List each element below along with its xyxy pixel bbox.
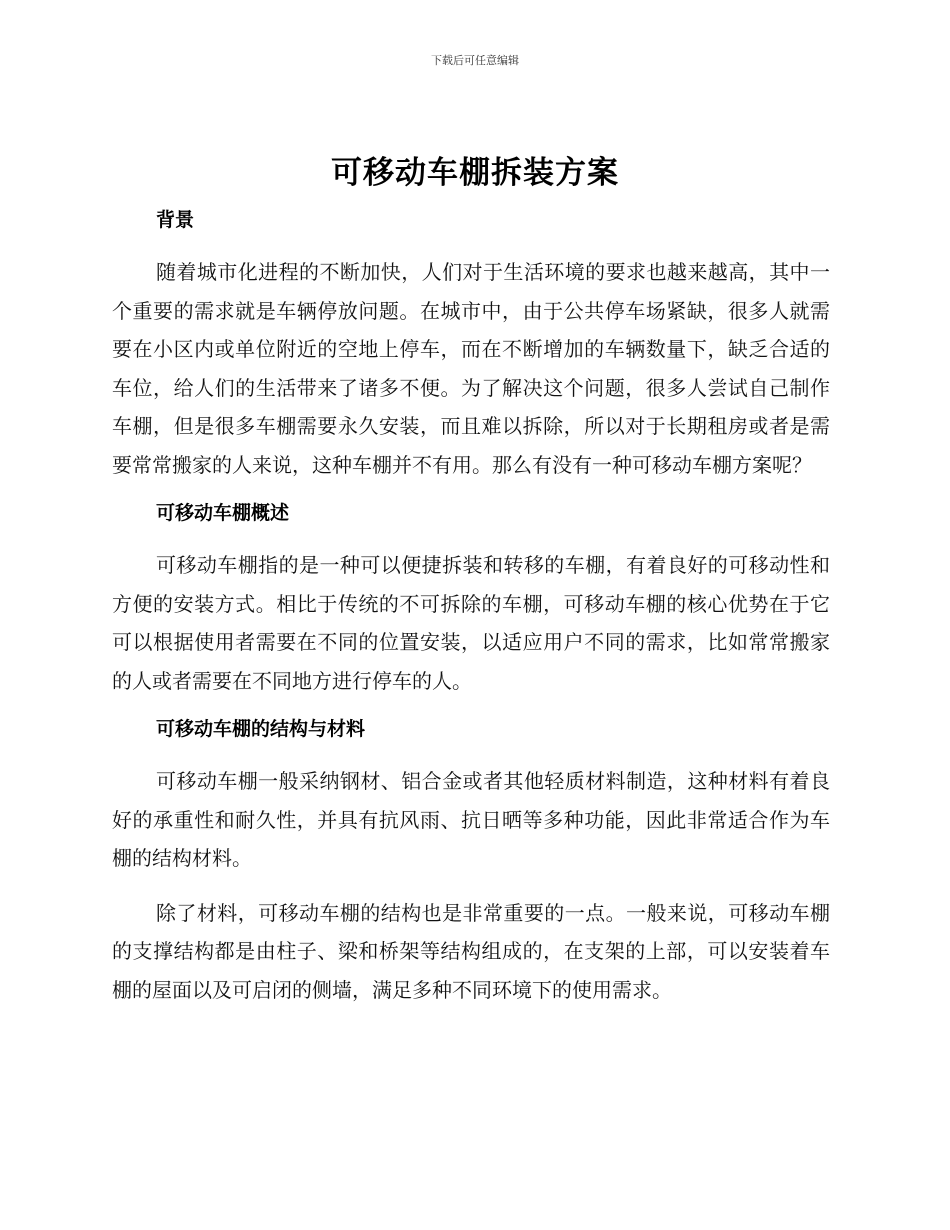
spacer: [112, 237, 830, 253]
section-heading-overview: 可移动车棚概述: [156, 502, 290, 524]
section-heading-background: 背景: [156, 209, 195, 231]
document-body: [112, 203, 830, 1009]
spacer: [112, 746, 830, 762]
header-note: 下载后可任意编辑: [431, 54, 519, 67]
spacer: [112, 878, 830, 894]
paragraph: 除了材料，可移动车棚的结构也是非常重要的一点。一般来说，可移动车棚的支撑结构都是由柱子、梁和桥架等结构组成的，在支架的上部，可以安装着车棚的屋面以及可启闭的侧墙，满足多种不同环境下的使用需求。: [112, 900, 830, 1002]
paragraph: 可移动车棚一般采纳钢材、铝合金或者其他轻质材料制造，这种材料有着良好的承重性和耐久性，并具有抗风雨、抗日晒等多种功能，因此非常适合作为车棚的结构材料。: [112, 769, 830, 870]
spacer: [112, 530, 830, 546]
paragraph: 随着城市化进程的不断加快，人们对于生活环境的要求也越来越高，其中一个重要的需求就是车辆停放问题。在城市中，由于公共停车场紧缺，很多人就需要在小区内或单位附近的空地上停车，而在不断增加的车辆数量下，缺乏合适的车位，给人们的生活带来了诸多不便。为了解决这个问题，很多人尝试自己制作车棚，但是很多车棚需要永久安装，而且难以拆除，所以对于长期租房或者是需要常常搬家的人来说，这种车棚并不有用。那么有没有一种可移动车棚方案呢？: [112, 260, 830, 477]
spacer: [112, 700, 830, 712]
paragraph: 可移动车棚指的是一种可以便捷拆装和转移的车棚，有着良好的可移动性和方便的安装方式。相比于传统的不可拆除的车棚，可移动车棚的核心优势在于它可以根据使用者需要在不同的位置安装，以适应用户不同的需求，比如常常搬家的人或者需要在不同地方进行停车的人。: [112, 553, 830, 693]
spacer: [112, 484, 830, 496]
section-heading-structure: 可移动车棚的结构与材料: [156, 718, 366, 740]
document-title: 可移动车棚拆装方案: [331, 155, 619, 191]
